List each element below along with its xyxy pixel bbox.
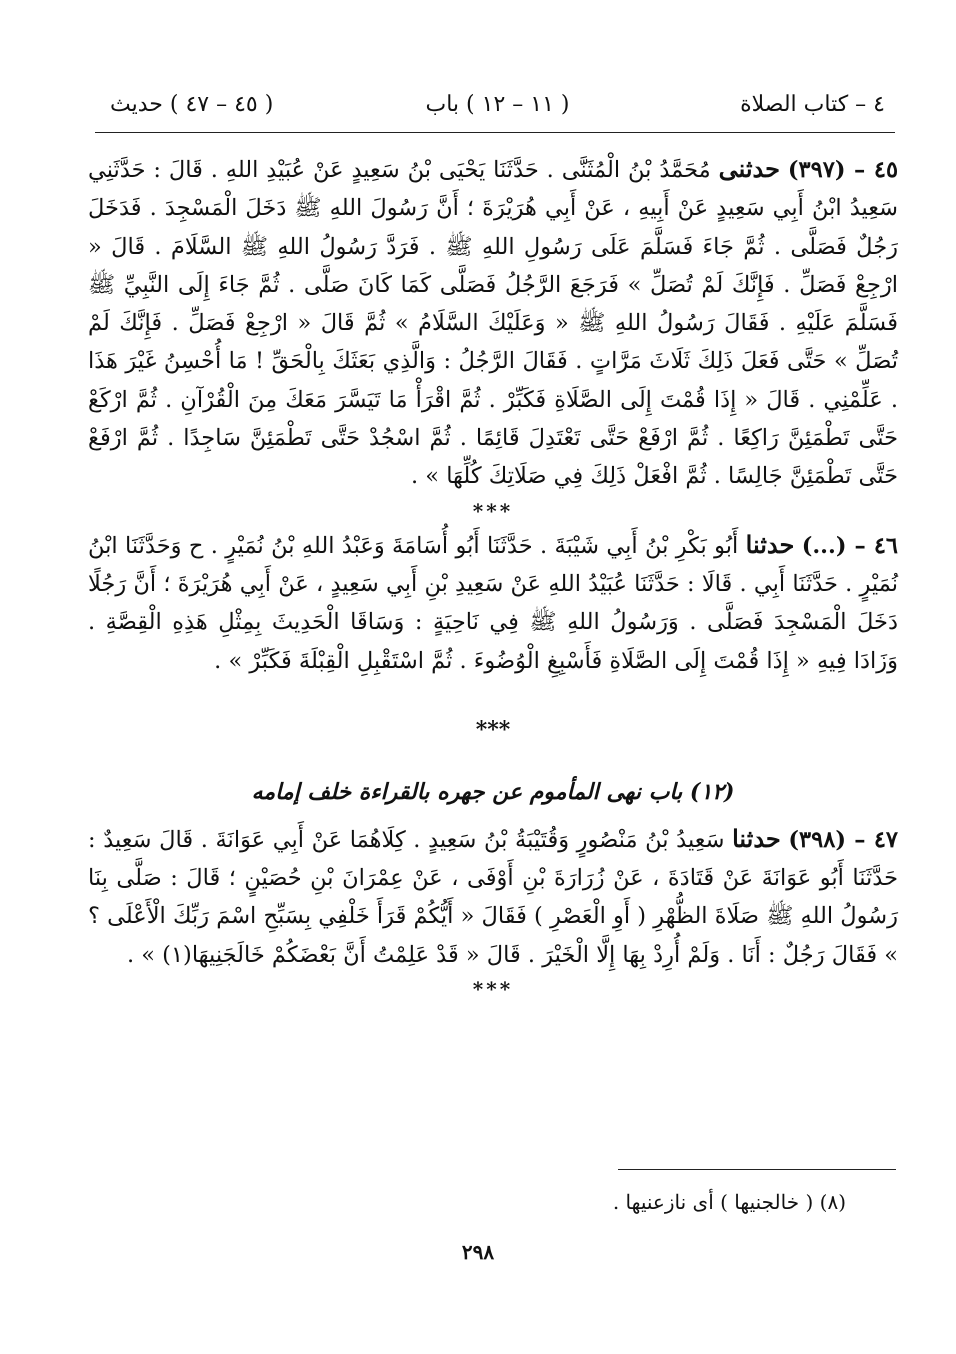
chapter-separator: *** bbox=[475, 716, 511, 743]
page-number: ٢٩٨ bbox=[461, 1240, 495, 1264]
narration-opener: حدثنى bbox=[718, 154, 780, 183]
hadith-46 bbox=[88, 526, 898, 680]
header-book-title: ٤ – كتاب الصلاة bbox=[740, 92, 885, 117]
section-separator: *** bbox=[472, 498, 514, 523]
page-body bbox=[88, 150, 898, 1004]
header-hadith-range: ( ٤٥ – ٤٧ ) حديث bbox=[110, 92, 274, 117]
hadith-text: أَبُو بَكْرِ بْنُ أَبِي شَيْبَةَ . حَدَّثَنَا أَبُو أُسَامَةَ وَعَبْدُ اللهِ بْنُ نُمَيْرٍ . ح وَحَدَّثَنَا ابْنُ نُمَيْرٍ . حَدَّثَنَا أَبِي . قَالَا : حَدَّثَنَا عُبَيْدُ اللهِ عَنْ سَعِيدِ بْنِ أَبِي سَعِيدٍ ، عَنْ أَبِي هُرَيْرَةَ ؛ أَنَّ رَجُلًا دَخَلَ الْمَسْجِدَ فَصَلَّى . وَرَسُولُ اللهِ ﷺ فِي نَاحِيَةٍ : وَسَاقَا الْحَدِيثَ بِمِثْلِ هَذِهِ الْقِصَّةِ . وَزَادَا فِيهِ « إِذَا قُمْتَ إِلَى الصَّلَاةِ فَأَسْبِغِ الْوُضُوءَ . ثُمَّ اسْتَقْبِلِ الْقِبْلَةَ فَكَبِّرْ » . bbox=[88, 532, 898, 674]
hadith-number: ٤٧ – (٣٩٨) bbox=[788, 826, 898, 853]
footnote: (٨) ( خالجنيها ) أى نازعنيها . bbox=[612, 1190, 846, 1214]
chapter-heading: (١٢) باب نهى المأموم عن جهره بالقراءة خلف إمامه bbox=[251, 778, 735, 805]
hadith-number: ٤٦ – (...) bbox=[801, 532, 898, 559]
running-header bbox=[110, 92, 885, 132]
hadith-47 bbox=[88, 820, 898, 974]
header-chapter-range: ( ١١ – ١٢ ) باب bbox=[425, 92, 570, 117]
narration-opener: حدثنا bbox=[732, 823, 781, 853]
narration-opener: حدثنا bbox=[745, 529, 795, 559]
hadith-text: مُحَمَّدُ بْنُ الْمُثَنَّى . حَدَّثَنَا يَحْيَى بْنُ سَعِيدٍ عَنْ عُبَيْدِ اللهِ . قَالَ : حَدَّثَنِي سَعِيدُ ابْنُ أَبِي سَعِيدٍ عَنْ أَبِيهِ ، عَنْ أَبِي هُرَيْرَةَ ؛ أَنَّ رَسُولَ اللهِ ﷺ دَخَلَ الْمَسْجِدَ . فَدَخَلَ رَجُلٌ فَصَلَّى . ثُمَّ جَاءَ فَسَلَّمَ عَلَى رَسُولِ اللهِ ﷺ . فَرَدَّ رَسُولُ اللهِ ﷺ السَّلَامَ . قَالَ « ارْجِعْ فَصَلِّ . فَإِنَّكَ لَمْ تُصَلِّ » فَرَجَعَ الرَّجُلُ فَصَلَّى كَمَا كَانَ صَلَّى . ثُمَّ جَاءَ إِلَى النَّبِيِّ ﷺ فَسَلَّمَ عَلَيْهِ . فَقَالَ رَسُولُ اللهِ ﷺ « وَعَلَيْكَ السَّلَامُ » ثُمَّ قَالَ « ارْجِعْ فَصَلِّ . فَإِنَّكَ لَمْ تُصَلِّ » حَتَّى فَعَلَ ذَلِكَ ثَلَاثَ مَرَّاتٍ . فَقَالَ الرَّجُلُ : وَالَّذِي بَعَثَكَ بِالْحَقِّ ! مَا أُحْسِنُ غَيْرَ هَذَا . عَلِّمْنِي . قَالَ « إِذَا قُمْتَ إِلَى الصَّلَاةِ فَكَبِّرْ . ثُمَّ اقْرَأْ مَا تَيَسَّرَ مَعَكَ مِنَ الْقُرْآنِ . ثُمَّ ارْكَعْ حَتَّى تَطْمَئِنَّ رَاكِعًا . ثُمَّ ارْفَعْ حَتَّى تَعْتَدِلَ قَائِمًا . ثُمَّ اسْجُدْ حَتَّى تَطْمَئِنَّ سَاجِدًا . ثُمَّ ارْفَعْ حَتَّى تَطْمَئِنَّ جَالِسًا . ثُمَّ افْعَلْ ذَلِكَ فِي صَلَاتِكَ كُلِّهَا » . bbox=[88, 157, 898, 490]
hadith-number: ٤٥ – (٣٩٧) bbox=[787, 157, 899, 183]
hadith-text: سَعِيدُ بْنُ مَنْصُورٍ وَقُتَيْبَةُ بْنُ سَعِيدٍ . كِلَاهُمَا عَنْ أَبِي عَوَانَةَ . قَالَ سَعِيدٌ : حَدَّثَنَا أَبُو عَوَانَةَ عَنْ قَتَادَةَ ، عَنْ زُرَارَةَ بْنِ أَوْفَى ، عَنْ عِمْرَانَ بْنِ حُصَيْنٍ ؛ قَالَ : صَلَّى بِنَا رَسُولُ اللهِ ﷺ صَلَاةَ الظُّهْرِ ( أَوِ الْعَصْرِ ) فَقَالَ « أَيُّكُمْ قَرَأَ خَلْفِي بِسَبِّحِ اسْمَ رَبِّكَ الْأَعْلَى ؟ » فَقَالَ رَجُلٌ : أَنَا . وَلَمْ أُرِدْ بِهَا إِلَّا الْخَيْرَ . قَالَ « قَدْ عَلِمْتُ أَنَّ بَعْضَكُمْ خَالَجَنِيهَا(١) » . bbox=[88, 826, 898, 968]
header-divider bbox=[95, 132, 895, 133]
hadith-45 bbox=[88, 150, 898, 496]
footnote-divider bbox=[618, 1169, 896, 1170]
section-separator: *** bbox=[472, 977, 514, 1002]
